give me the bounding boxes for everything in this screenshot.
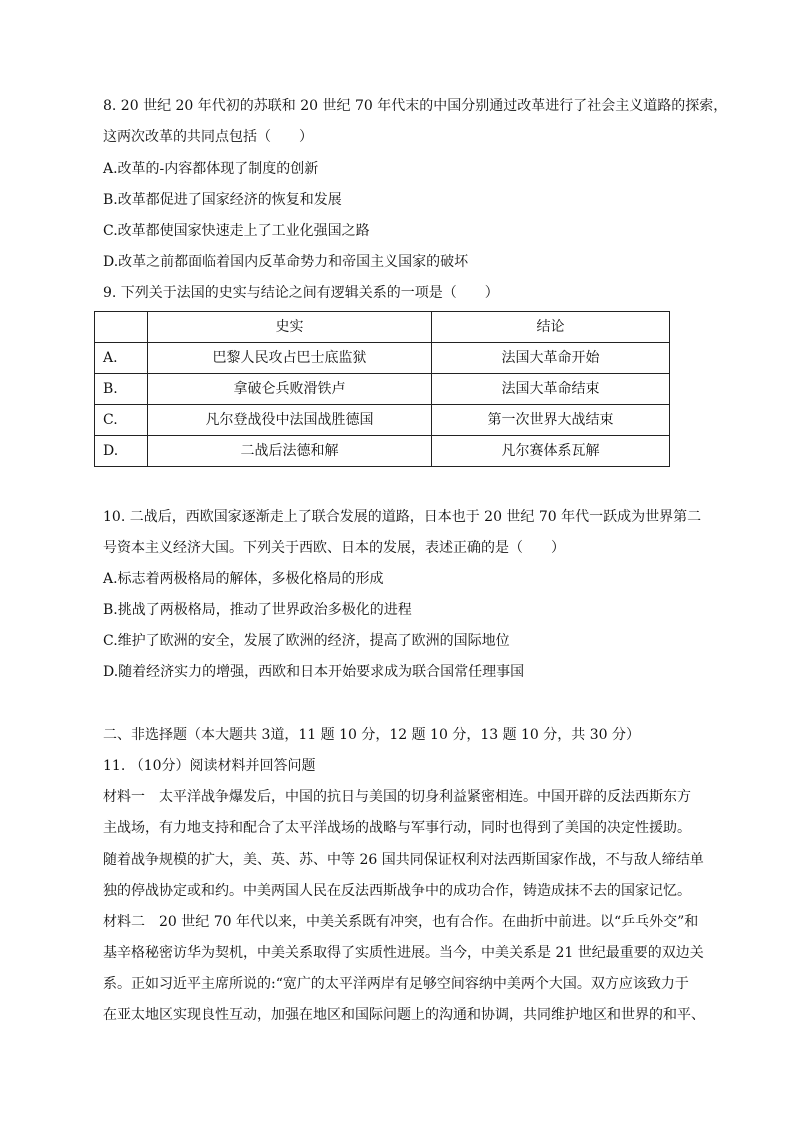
table-cell: 二战后法德和解 (148, 436, 432, 467)
q8-option-b: B.改革都促进了国家经济的恢复和发展 (103, 192, 342, 208)
q10-stem-line-2: 号资本主义经济大国。下列关于西欧、日本的发展，表述正确的是（ ） (103, 540, 565, 556)
table-header-cell (95, 312, 148, 343)
table-row (95, 436, 670, 467)
q8-stem-line-1: 8. 20 世纪 20 年代初的苏联和 20 世纪 70 年代末的中国分别通过改革进行了社会主义道路的探索， (103, 98, 728, 114)
table-row (95, 343, 670, 374)
table-cell: 巴黎人民攻占巴士底监狱 (148, 343, 432, 374)
q11-material2-line-2: 基辛格秘密访华为契机，中美关系取得了实质性进展。当今，中美关系是 21 世纪最重要的双边关 (103, 945, 704, 961)
q11-stem: 11. （10分）阅读材料并回答问题 (103, 758, 316, 774)
q8-option-d: D.改革之前都面临着国内反革命势力和帝国主义国家的破坏 (103, 254, 469, 270)
table-cell: 凡尔登战役中法国战胜德国 (148, 405, 432, 436)
table-cell: C. (95, 405, 148, 436)
table-cell: A. (95, 343, 148, 374)
q10-option-c: C.维护了欧洲的安全，发展了欧洲的经济，提高了欧洲的国际地位 (103, 633, 510, 649)
q11-material1-line-4: 独的停战协定或和约。中美两国人民在反法西斯战争中的成功合作，铸造成抹不去的国家记忆。 (103, 883, 691, 899)
q10-option-a: A.标志着两极格局的解体，多极化格局的形成 (103, 571, 384, 587)
table-header-cell: 史实 (148, 312, 432, 343)
table-row (95, 405, 670, 436)
q11-material1-line-2: 主战场，有力地支持和配合了太平洋战场的战略与军事行动，同时也得到了美国的决定性援助。 (103, 820, 691, 836)
q11-material2-line-3: 系。正如习近平主席所说的:“宽广的太平洋两岸有足够空间容纳中美两个大国。双方应该致力于 (103, 976, 689, 992)
table-cell: 法国大革命开始 (432, 343, 670, 374)
table-cell: D. (95, 436, 148, 467)
q8-stem-line-2: 这两次改革的共同点包括（ ） (103, 129, 313, 145)
section-heading: 二、非选择题（本大题共 3道，11 题 10 分，12 题 10 分，13 题 10 分，共 30 分） (103, 727, 641, 743)
table-row (95, 374, 670, 405)
table-cell: B. (95, 374, 148, 405)
q8-option-a: A.改革的-内容都体现了制度的创新 (103, 161, 319, 177)
table-header-row (95, 312, 670, 343)
table-cell: 拿破仑兵败滑铁卢 (148, 374, 432, 405)
q10-option-b: B.挑战了两极格局，推动了世界政治多极化的进程 (103, 602, 412, 618)
q11-material1-line-3: 随着战争规模的扩大，美、英、苏、中等 26 国共同保证权利对法西斯国家作战，不与敌人缔结单 (103, 852, 704, 868)
q9-stem: 9. 下列关于法国的史实与结论之间有逻辑关系的一项是（ ） (103, 285, 499, 301)
q10-option-d: D.随着经济实力的增强，西欧和日本开始要求成为联合国常任理事国 (103, 664, 525, 680)
table-header-cell: 结论 (432, 312, 670, 343)
q11-material2-line-4: 在亚太地区实现良性互动，加强在地区和国际问题上的沟通和协调，共同维护地区和世界的和平、 (103, 1007, 705, 1023)
q11-material1-line-1: 材料一 太平洋战争爆发后，中国的抗日与美国的切身利益紧密相连。中国开辟的反法西斯东方 (103, 789, 691, 805)
q8-option-c: C.改革都使国家快速走上了工业化强国之路 (103, 223, 370, 239)
q9-table (94, 311, 670, 467)
table-cell: 法国大革命结束 (432, 374, 670, 405)
q11-material2-line-1: 材料二 20 世纪 70 年代以来，中美关系既有冲突，也有合作。在曲折中前进。以“乒乓外交”和 (103, 914, 699, 930)
q10-stem-line-1: 10. 二战后，西欧国家逐渐走上了联合发展的道路，日本也于 20 世纪 70 年代一跃成为世界第二 (103, 509, 702, 525)
table-cell: 第一次世界大战结束 (432, 405, 670, 436)
table-cell: 凡尔赛体系瓦解 (432, 436, 670, 467)
